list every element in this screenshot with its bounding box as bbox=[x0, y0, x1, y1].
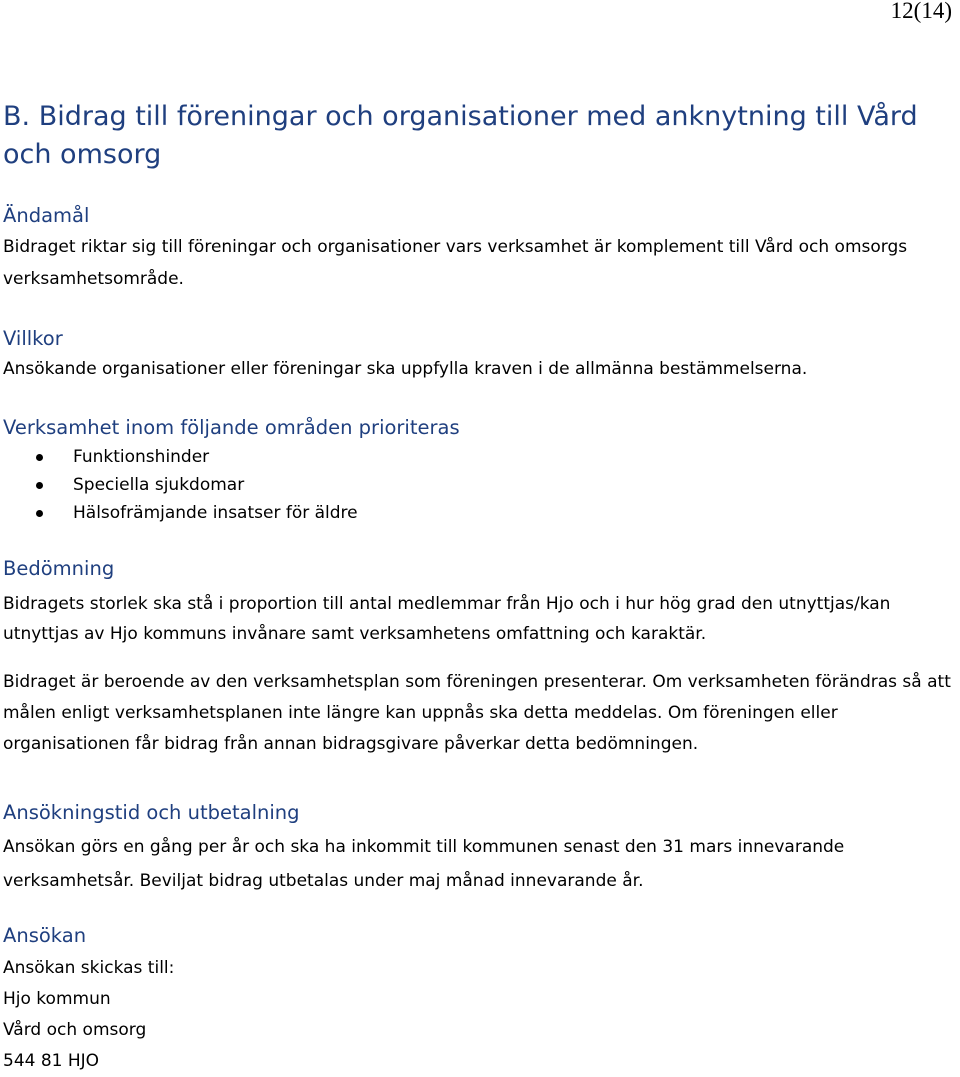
bullet-icon bbox=[36, 510, 43, 517]
section-andamal bbox=[3, 203, 953, 295]
list-item bbox=[3, 499, 953, 527]
section-heading-ansokningstid: Ansökningstid och utbetalning bbox=[3, 801, 300, 824]
page-title: B. Bidrag till föreningar och organisationer med anknytning till Vård och omsorg bbox=[3, 101, 918, 170]
bullet-icon bbox=[36, 454, 43, 461]
list-item-label: Funktionshinder bbox=[73, 447, 210, 467]
list-item bbox=[3, 471, 953, 499]
address-line: 544 81 HJO bbox=[3, 1051, 100, 1071]
section-villkor bbox=[3, 326, 953, 384]
list-item-label: Hälsofrämjande insatser för äldre bbox=[73, 503, 358, 523]
address-line: Vård och omsorg bbox=[3, 1020, 147, 1040]
section-heading-andamal: Ändamål bbox=[3, 204, 90, 227]
section-heading-bedomning: Bedömning bbox=[3, 557, 115, 580]
priority-list bbox=[3, 443, 953, 527]
section-ansokningstid bbox=[3, 800, 953, 898]
section-verksamhet bbox=[3, 415, 953, 527]
address-line: Hjo kommun bbox=[3, 989, 111, 1009]
section-ansokan bbox=[3, 923, 953, 1077]
section-heading-ansokan: Ansökan bbox=[3, 924, 87, 947]
section-bedomning bbox=[3, 556, 953, 760]
list-item bbox=[3, 443, 953, 471]
bullet-icon bbox=[36, 482, 43, 489]
section-heading-villkor: Villkor bbox=[3, 327, 63, 350]
section-text-bedomning-1: Bidragets storlek ska stå i proportion till antal medlemmar från Hjo och i hur hög grad den utnyttjas/kan utnyttjas av Hjo kommuns invånare samt verksamhetens omfattning och karaktär. bbox=[3, 594, 891, 644]
list-item-label: Speciella sjukdomar bbox=[73, 475, 245, 495]
ansokan-intro: Ansökan skickas till: bbox=[3, 958, 175, 978]
page-number: 12(14) bbox=[890, 0, 952, 23]
section-text-ansokningstid: Ansökan görs en gång per år och ska ha inkommit till kommunen senast den 31 mars innevarande verksamhetsår. Beviljat bidrag utbetalas under maj månad innevarande år. bbox=[3, 837, 845, 891]
section-text-bedomning-2: Bidraget är beroende av den verksamhetsplan som föreningen presenterar. Om verksamheten förändras så att målen enligt verksamhetsplanen inte längre kan uppnås ska detta meddelas. Om föreningen eller organisationen får bidrag från annan bidragsgivare påverkar detta bedömningen. bbox=[3, 672, 951, 754]
section-text-andamal: Bidraget riktar sig till föreningar och organisationer vars verksamhet är komplement till Vård och omsorgs verksamhetsområde. bbox=[3, 237, 908, 289]
section-heading-verksamhet: Verksamhet inom följande områden prioriteras bbox=[3, 416, 460, 439]
section-text-villkor: Ansökande organisationer eller föreningar ska uppfylla kraven i de allmänna bestämmelserna. bbox=[3, 359, 808, 379]
